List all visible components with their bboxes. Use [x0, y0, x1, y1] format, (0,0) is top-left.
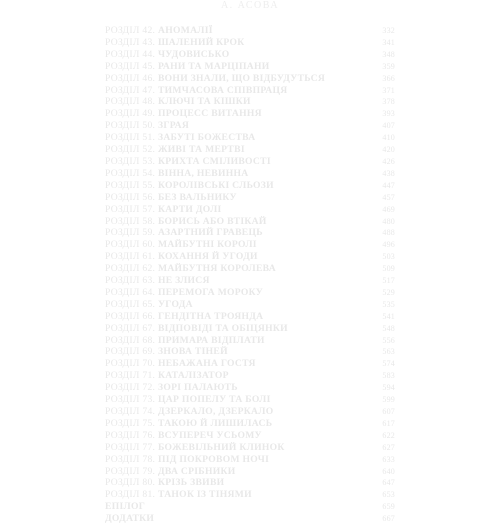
chapter-title: ЗОРІ ПАЛАЮТЬ [157, 382, 238, 394]
chapter-word: РОЗДІЛ [105, 144, 140, 156]
chapter-title: ГЕНДІТНА ТРОЯНДА [157, 310, 264, 322]
chapter-title: ВІННА, НЕВИННА [157, 167, 249, 179]
toc-entry-label [105, 346, 228, 358]
chapter-word: РОЗДІЛ [105, 334, 140, 346]
chapter-number: 57. [142, 203, 156, 215]
page-number: 438 [382, 168, 395, 178]
chapter-number: 67. [142, 322, 156, 334]
chapter-title: КАТАЛІЗАТОР [157, 370, 229, 382]
chapter-title: ПРИМАРА ВІДПЛАТИ [157, 334, 265, 346]
toc-entry-label [105, 204, 222, 216]
chapter-title: ДЗЕРКАЛО, ДЗЕРКАЛО [157, 406, 274, 417]
chapter-title: ПЕРЕМОГА МОРОКУ [157, 286, 264, 298]
chapter-word: РОЗДІЛ [105, 179, 140, 191]
toc-entry-label [105, 192, 237, 204]
toc-entry [105, 275, 395, 287]
chapter-word: РОЗДІЛ [105, 72, 140, 84]
toc-entry-label [105, 418, 272, 430]
page-number: 332 [382, 26, 395, 35]
toc-entry [105, 204, 395, 216]
chapter-word: РОЗДІЛ [105, 132, 140, 144]
section-title: ДОДАТКИ [105, 513, 155, 525]
chapter-title: ТИМЧАСОВА СПІВПРАЦЯ [157, 84, 288, 96]
toc-entry-appendix [105, 513, 395, 525]
chapter-number: 43. [142, 36, 156, 48]
chapter-title: ВОНИ ЗНАЛИ, ЩО ВІДБУДУТЬСЯ [157, 72, 326, 84]
page-number: 447 [382, 180, 395, 190]
page-number: 574 [382, 359, 395, 369]
toc-entry [105, 25, 395, 37]
toc-entry [105, 61, 395, 73]
chapter-word: РОЗДІЛ [105, 48, 140, 60]
toc-entry-label [105, 49, 229, 61]
toc-entry-label [105, 85, 288, 97]
chapter-word: РОЗДІЛ [105, 417, 140, 429]
toc-entry [105, 418, 395, 430]
page-number: 541 [382, 311, 395, 321]
page-number: 607 [382, 407, 395, 416]
page-number: 348 [382, 49, 395, 59]
page-number: 420 [382, 145, 395, 155]
page-number: 469 [382, 204, 395, 214]
toc-entry-label [105, 144, 245, 156]
toc-entry-label [105, 394, 271, 406]
toc-entry-label [105, 454, 269, 466]
toc-entry-label [105, 73, 325, 85]
toc-entry-label [105, 442, 285, 454]
chapter-title: ПРОЦЕСС ВИТАННЯ [157, 108, 262, 120]
chapter-title: ЦАР ПОПЕЛУ ТА БОЛІ [157, 394, 271, 406]
chapter-number: 45. [142, 60, 156, 72]
toc-entry [105, 370, 395, 382]
chapter-title: КРИХТА СМІЛИВОСТІ [157, 155, 271, 167]
page-number: 371 [382, 85, 395, 95]
chapter-number: 62. [142, 263, 156, 275]
chapter-word: РОЗДІЛ [105, 298, 140, 310]
toc-entry-label [105, 25, 213, 37]
chapter-title: КЛЮЧІ ТА КІШКИ [157, 96, 251, 108]
toc-entry [105, 430, 395, 442]
toc-entry [105, 73, 395, 85]
chapter-number: 61. [142, 251, 156, 263]
toc-entry-label [105, 108, 262, 120]
chapter-word: РОЗДІЛ [105, 84, 140, 96]
chapter-number: 70. [142, 358, 156, 370]
toc-entry [105, 394, 395, 406]
chapter-number: 81. [142, 489, 156, 501]
chapter-word: РОЗДІЛ [105, 239, 140, 251]
chapter-title: ШАЛЕНИЙ КРОК [157, 36, 245, 48]
page-number: 548 [382, 323, 395, 333]
toc-entry [105, 406, 395, 418]
chapter-title: КОХАННЯ Й УГОДИ [157, 251, 258, 263]
chapter-title: ЗНОВА ТІНЕЙ [157, 346, 228, 358]
chapter-number: 53. [142, 155, 156, 167]
chapter-number: 55. [142, 179, 156, 191]
chapter-number: 56. [142, 191, 156, 203]
chapter-number: 73. [142, 394, 156, 406]
toc-entry-label [105, 96, 251, 108]
chapter-word: РОЗДІЛ [105, 477, 140, 489]
page-number: 583 [382, 371, 395, 381]
chapter-word: РОЗДІЛ [105, 322, 140, 334]
toc-entry-label [105, 335, 265, 347]
chapter-word: РОЗДІЛ [105, 263, 140, 275]
chapter-number: 64. [142, 286, 156, 298]
chapter-number: 48. [142, 96, 156, 108]
chapter-title: АНОМАЛІЇ [157, 25, 213, 36]
toc-entry [105, 156, 395, 168]
toc-entry [105, 227, 395, 239]
chapter-number: 66. [142, 310, 156, 322]
chapter-number: 75. [142, 417, 156, 429]
chapter-word: РОЗДІЛ [105, 251, 140, 263]
chapter-number: 44. [142, 48, 156, 60]
toc-entry-label [105, 120, 189, 132]
toc-entry [105, 323, 395, 335]
chapter-number: 69. [142, 346, 156, 358]
toc-entry [105, 168, 395, 180]
chapter-title: КРІЗЬ ЗВИВИ [157, 477, 225, 489]
chapter-title: УГОДА [157, 298, 193, 310]
toc-entry [105, 454, 395, 466]
chapter-title: БЕЗ ВАЛЬНИКУ [157, 191, 237, 203]
toc-entry [105, 120, 395, 132]
toc-entry [105, 263, 395, 275]
running-head: А. АСОВА [220, 0, 280, 11]
toc-entry [105, 251, 395, 263]
chapter-title: КОРОЛІВСЬКІ СЛЬОЗИ [157, 179, 274, 191]
toc-entry-label [105, 299, 193, 311]
chapter-word: РОЗДІЛ [105, 358, 140, 370]
chapter-number: 71. [142, 370, 156, 382]
page-number: 633 [382, 454, 395, 464]
chapter-title: ВСУПЕРЕЧ УСЬОМУ [157, 429, 262, 441]
chapter-word: РОЗДІЛ [105, 406, 140, 417]
toc-entry-label [105, 263, 276, 275]
toc-entry-label [105, 358, 256, 370]
chapter-number: 60. [142, 239, 156, 251]
chapter-word: РОЗДІЛ [105, 275, 140, 287]
chapter-word: РОЗДІЛ [105, 382, 140, 394]
page-number: 407 [382, 121, 395, 131]
toc-entry-label [105, 216, 267, 228]
chapter-title: ЖИВІ ТА МЕРТВІ [157, 144, 245, 156]
chapter-number: 74. [142, 406, 156, 417]
toc-entry-label [105, 239, 257, 251]
page-number: 529 [382, 287, 395, 297]
chapter-title: АЗАРТНИЙ ГРАВЕЦЬ [157, 227, 263, 239]
page-number: 457 [382, 192, 395, 202]
chapter-word: РОЗДІЛ [105, 191, 140, 203]
toc-entry-label [105, 489, 252, 501]
toc-entry-label [105, 311, 263, 323]
chapter-number: 59. [142, 227, 156, 239]
chapter-title: МАЙБУТНЯ КОРОЛЕВА [157, 263, 276, 275]
chapter-title: НЕБАЖАНА ГОСТЯ [157, 358, 256, 370]
page-number: 563 [382, 347, 395, 357]
page-number: 496 [382, 240, 395, 250]
chapter-word: РОЗДІЛ [105, 394, 140, 406]
toc-entry-epilogue [105, 501, 395, 513]
toc-entry-label [105, 287, 263, 299]
toc-entry [105, 335, 395, 347]
chapter-number: 52. [142, 144, 156, 156]
chapter-word: РОЗДІЛ [105, 96, 140, 108]
page-number: 410 [382, 133, 395, 143]
chapter-number: 72. [142, 382, 156, 394]
page-number: 366 [382, 73, 395, 83]
toc-entry-label [105, 370, 229, 382]
page-number: 359 [382, 61, 395, 71]
chapter-title: ВІДПОВІДІ ТА ОБІЦЯНКИ [157, 322, 288, 334]
table-of-contents [105, 25, 395, 525]
toc-entry [105, 311, 395, 323]
toc-entry-label [105, 466, 236, 478]
section-title: ЕПІЛОГ [105, 501, 146, 513]
chapter-word: РОЗДІЛ [105, 465, 140, 477]
chapter-number: 80. [142, 477, 156, 489]
page-number: 594 [382, 383, 395, 393]
toc-entry-label [105, 251, 258, 263]
toc-entry-label [105, 37, 245, 49]
toc-entry [105, 180, 395, 192]
toc-entry [105, 96, 395, 108]
chapter-title: ЧУДОВИСЬКО [157, 48, 230, 60]
chapter-title: ЗАБУТІ БОЖЕСТВА [157, 132, 256, 144]
toc-entry [105, 239, 395, 251]
page-number: 426 [382, 156, 395, 166]
toc-entry-label [105, 477, 224, 489]
toc-entry [105, 49, 395, 61]
chapter-word: РОЗДІЛ [105, 36, 140, 48]
chapter-number: 63. [142, 275, 156, 287]
page-number: 509 [382, 264, 395, 274]
toc-entry [105, 216, 395, 228]
page-number: 617 [382, 418, 395, 428]
page-number: 653 [382, 490, 395, 500]
toc-entry-label [105, 180, 274, 192]
chapter-word: РОЗДІЛ [105, 489, 140, 501]
page-number: 480 [382, 216, 395, 226]
toc-entry-label [105, 430, 262, 442]
chapter-number: 76. [142, 429, 156, 441]
chapter-number: 68. [142, 334, 156, 346]
chapter-title: ДВА СРІБНИКИ [157, 465, 236, 477]
chapter-word: РОЗДІЛ [105, 108, 140, 120]
chapter-word: РОЗДІЛ [105, 227, 140, 239]
toc-entry [105, 489, 395, 501]
chapter-number: 77. [142, 441, 156, 453]
chapter-word: РОЗДІЛ [105, 441, 140, 453]
chapter-word: РОЗДІЛ [105, 346, 140, 358]
toc-entry [105, 144, 395, 156]
chapter-number: 50. [142, 120, 156, 132]
chapter-word: РОЗДІЛ [105, 429, 140, 441]
page-number: 640 [382, 466, 395, 476]
chapter-title: РАНИ ТА МАРЦІПАНИ [157, 60, 270, 72]
page-number: 517 [382, 276, 395, 286]
chapter-word: РОЗДІЛ [105, 215, 140, 227]
toc-entry-label [105, 227, 263, 239]
page-number: 341 [382, 37, 395, 47]
toc-entry [105, 466, 395, 478]
chapter-word: РОЗДІЛ [105, 120, 140, 132]
chapter-number: 47. [142, 84, 156, 96]
chapter-word: РОЗДІЛ [105, 310, 140, 322]
toc-entry-label [105, 323, 288, 335]
page-number: 647 [382, 478, 395, 488]
chapter-title: НЕ ЗЛИСЯ [157, 275, 210, 287]
chapter-number: 78. [142, 453, 156, 465]
chapter-title: МАЙБУТНІ КОРОЛІ [157, 239, 257, 251]
chapter-number: 65. [142, 298, 156, 310]
chapter-number: 51. [142, 132, 156, 144]
page-number: 627 [382, 442, 395, 452]
toc-entry-label [105, 382, 238, 394]
toc-entry [105, 382, 395, 394]
chapter-title: ЗГРАЯ [157, 120, 190, 132]
chapter-word: РОЗДІЛ [105, 167, 140, 179]
chapter-word: РОЗДІЛ [105, 286, 140, 298]
chapter-title: БОЖЕВІЛЬНИЙ КЛИНОК [157, 441, 285, 453]
chapter-number: 42. [142, 25, 156, 36]
chapter-number: 54. [142, 167, 156, 179]
toc-entry [105, 287, 395, 299]
chapter-word: РОЗДІЛ [105, 453, 140, 465]
page-number: 599 [382, 395, 395, 405]
toc-entry-label [105, 156, 271, 168]
chapter-word: РОЗДІЛ [105, 155, 140, 167]
toc-entry [105, 346, 395, 358]
chapter-title: ПІД ПОКРОВОМ НОЧІ [157, 453, 270, 465]
toc-entry [105, 132, 395, 144]
page-number: 393 [382, 109, 395, 119]
toc-entry-label [105, 275, 210, 287]
page-number: 622 [382, 430, 395, 440]
toc-entry [105, 442, 395, 454]
chapter-title: КАРТИ ДОЛІ [157, 203, 222, 215]
page-number: 556 [382, 335, 395, 345]
page-number: 378 [382, 97, 395, 107]
page-number: 503 [382, 252, 395, 262]
chapter-word: РОЗДІЛ [105, 60, 140, 72]
chapter-title: БОРИСЬ АБО ВТІКАЙ [157, 215, 267, 227]
chapter-title: ТАНОК ІЗ ТІНЯМИ [157, 489, 252, 501]
toc-entry-label [105, 61, 270, 73]
chapter-number: 46. [142, 72, 156, 84]
toc-entry [105, 37, 395, 49]
page-number: 488 [382, 228, 395, 238]
page-number: 659 [382, 502, 395, 512]
chapter-number: 58. [142, 215, 156, 227]
page-number: 667 [382, 514, 395, 524]
chapter-word: РОЗДІЛ [105, 370, 140, 382]
toc-entry [105, 358, 395, 370]
toc-entry-label [105, 132, 255, 144]
chapter-word: РОЗДІЛ [105, 203, 140, 215]
toc-entry-label [105, 406, 273, 418]
chapter-word: РОЗДІЛ [105, 25, 140, 36]
toc-entry [105, 299, 395, 311]
toc-entry [105, 192, 395, 204]
page-number: 535 [382, 299, 395, 309]
toc-entry [105, 477, 395, 489]
toc-entry [105, 108, 395, 120]
chapter-title: ТАКОЮ Й ЛИШИЛАСЬ [157, 417, 273, 429]
chapter-number: 49. [142, 108, 156, 120]
toc-entry [105, 85, 395, 97]
toc-entry-label [105, 168, 249, 180]
chapter-number: 79. [142, 465, 156, 477]
